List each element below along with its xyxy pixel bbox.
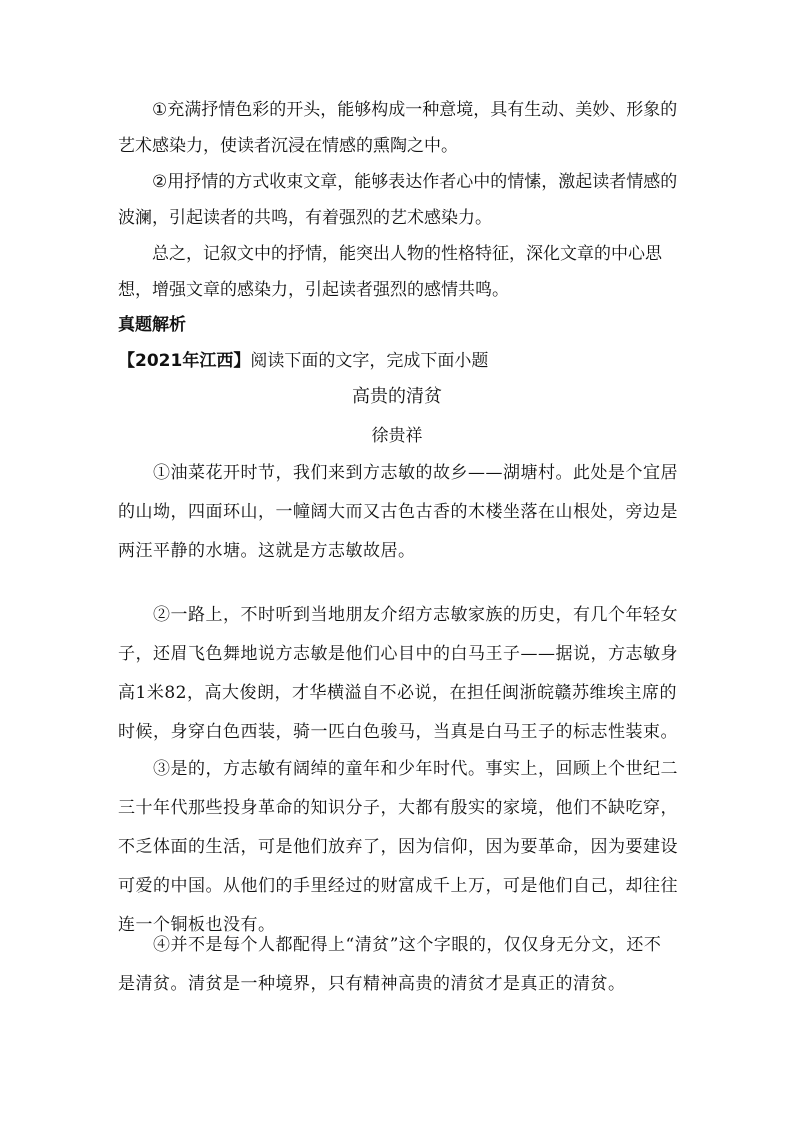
intro-paragraph-2: ②用抒情的方式收束文章，能够表达作者心中的情愫，激起读者情感的波澜，引起读者的共鸣，有着强烈的艺术感染力。 — [118, 172, 678, 228]
article-paragraph-2: ②一路上，不时听到当地朋友介绍方志敏家族的历史，有几个年轻女子，还眉飞色舞地说方志敏是他们心目中的白马王子——据说，方志敏身高1米82，高大俊朗，才华横溢自不必说，在担任闽浙皖赣苏维埃主席的时候，身穿白色西装，骑一匹白色骏马，当真是白马王子的标志性装束。 — [118, 605, 678, 742]
intro-paragraph-1: ①充满抒情色彩的开头，能够构成一种意境，具有生动、美妙、形象的艺术感染力，使读者沉浸在情感的熏陶之中。 — [118, 100, 678, 156]
article-paragraph-3: ③是的，方志敏有阔绰的童年和少年时代。事实上，回顾上个世纪二三十年代那些投身革命的知识分子，大都有殷实的家境，他们不缺吃穿，不乏体面的生活，可是他们放弃了，因为信仰，因为要革命，因为要建设可爱的中国。从他们的手里经过的财富成千上万，可是他们自己，却往往连一个铜板也没有。 — [118, 759, 678, 935]
article-paragraph-1: ①油菜花开时节，我们来到方志敏的故乡——湖塘村。此处是个宜居的山坳，四面环山，一幢阔大而又古色古香的木楼坐落在山根处，旁边是两汪平静的水塘。这就是方志敏故居。 — [118, 463, 678, 561]
section-heading: 真题解析 — [118, 315, 186, 335]
article-author: 徐贵祥 — [371, 426, 423, 446]
article-title: 高贵的清贫 — [352, 386, 442, 407]
intro-paragraph-summary: 总之，记叙文中的抒情，能突出人物的性格特征，深化文章的中心思想，增强文章的感染力，引起读者强烈的感情共鸣。 — [118, 244, 662, 300]
source-tag: 【2021年江西】 — [118, 351, 251, 371]
question-source — [118, 346, 488, 371]
article-paragraph-4: ④并不是每个人都配得上“清贫”这个字眼的，仅仅身无分文，还不是清贫。清贫是一种境界，只有精神高贵的清贫才是真正的清贫。 — [118, 935, 662, 994]
source-instruction: 阅读下面的文字，完成下面小题 — [250, 351, 489, 371]
